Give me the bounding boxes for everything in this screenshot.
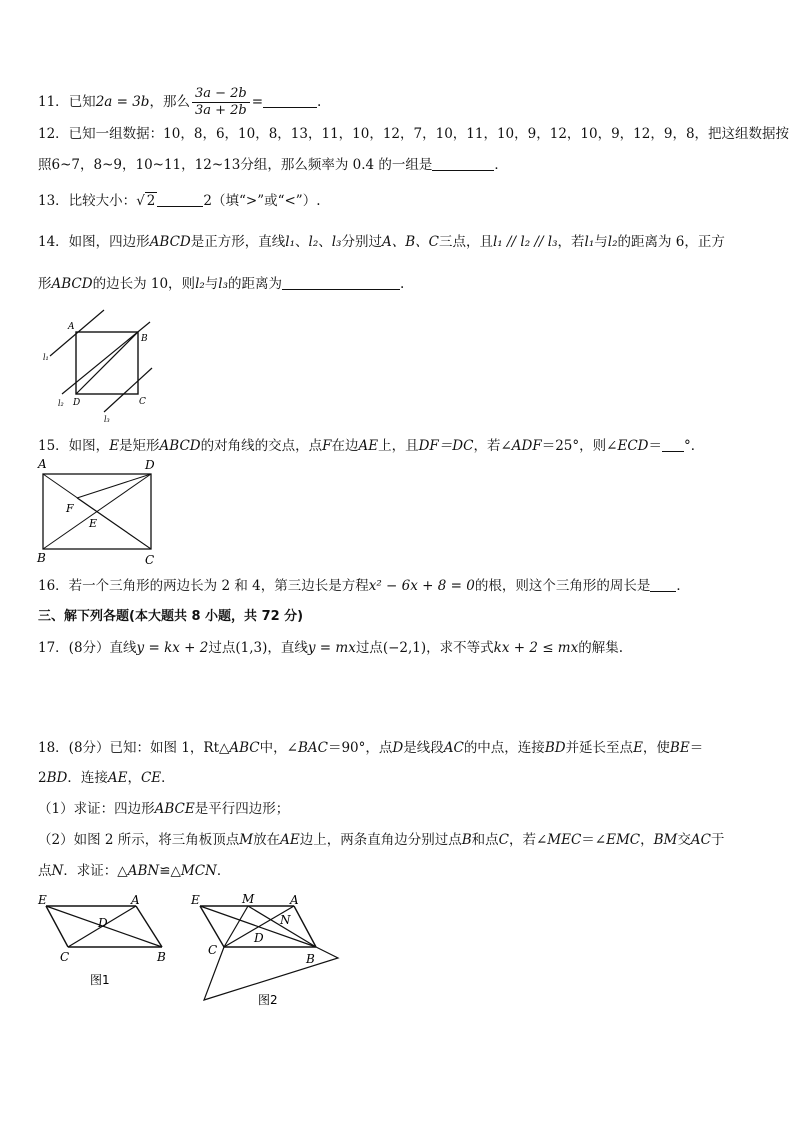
- label-C: C: [208, 943, 218, 957]
- line-l1: [50, 310, 104, 356]
- segment-mc: [224, 906, 248, 947]
- label-B: B: [37, 551, 46, 565]
- answer-blank-16[interactable]: [650, 577, 676, 592]
- segment-ec: [200, 906, 224, 947]
- label-D: D: [73, 398, 81, 408]
- question-12-line1: 12．已知一组数据：10，8，6，10，8，13，11，10，12，7，10，11，10，9，12，10，9，12，9，8，把这组数据按: [38, 126, 790, 142]
- label-E: E: [191, 893, 200, 907]
- question-11: 11．已知2a = 3b，那么 $\frac{3a - 2b}{3a + 2b}$ = .: [38, 86, 322, 118]
- label-A: A: [38, 457, 47, 471]
- question-14-line1: 14．如图，四边形ABCD是正方形，直线l₁、l₂、l₃分别过A、B、C三点，且l₁ // l₂ // l₃，若l₁与l₂的距离为 6，正方: [38, 234, 725, 250]
- question-18-line5: 点N．求证：△ABN≌△MCN．: [38, 863, 231, 879]
- question-15: 15．如图，E是矩形ABCD的对角线的交点，点F在边AE上，且DF＝DC，若∠ADF＝25°，则∠ECD＝ °．: [38, 438, 705, 454]
- question-18-part1: （1）求证：四边形ABCE是平行四边形；: [38, 801, 290, 817]
- question-13: 13．比较大小：√ 2 2（填“>”或“<”）.: [38, 193, 321, 209]
- answer-blank-14[interactable]: [282, 275, 400, 290]
- label-D: D: [254, 931, 264, 945]
- label-l2: l₂: [58, 399, 64, 408]
- label-l3: l₃: [104, 415, 110, 424]
- q11-equation: 2a = 3b: [95, 94, 150, 110]
- segment-df: [77, 474, 151, 498]
- segment-ab: [136, 906, 162, 947]
- answer-blank-13[interactable]: [157, 192, 203, 207]
- answer-blank-12[interactable]: [432, 156, 494, 171]
- section-3-heading: 三、解下列各题(本大题共 8 小题，共 72 分): [38, 609, 304, 624]
- answer-blank-15[interactable]: [662, 437, 684, 452]
- question-18-line1: 18．(8分）已知：如图 1，Rt△ABC中，∠BAC＝90°，点D是线段AC的中点，连接BD并延长至点E，使BE＝: [38, 740, 704, 756]
- question-17: 17．(8分）直线y = kx + 2过点(1,3)，直线y = mx过点(−2,1)，求不等式kx + 2 ≤ mx的解集.: [38, 640, 624, 656]
- diagonal-bd: [76, 332, 138, 394]
- label-A: A: [290, 893, 299, 907]
- label-E: E: [89, 517, 98, 530]
- label-B: B: [141, 334, 148, 344]
- label-B: B: [306, 952, 315, 966]
- label-D: D: [145, 458, 155, 472]
- label-B: B: [157, 950, 166, 964]
- question-14-line2: 形ABCD的边长为 10，则l₂与l₃的距离为 .: [38, 276, 405, 292]
- label-C: C: [139, 397, 146, 407]
- figure-14: [40, 308, 170, 423]
- caption-fig2: 图2: [258, 993, 278, 1007]
- label-C: C: [60, 950, 70, 964]
- q11-fraction: $\frac{3a - 2b}{3a + 2b}$: [192, 86, 250, 119]
- figure-15: [36, 456, 166, 568]
- label-A: A: [131, 893, 140, 907]
- caption-fig1: 图1: [90, 973, 110, 987]
- label-N: N: [280, 913, 291, 927]
- label-F: F: [66, 502, 74, 515]
- question-16: 16．若一个三角形的两边长为 2 和 4，第三边长是方程x² − 6x + 8 = 0的根，则这个三角形的周长是 ．: [38, 578, 690, 594]
- label-C: C: [145, 553, 155, 567]
- answer-blank-11[interactable]: [263, 93, 317, 108]
- label-l1: l₁: [43, 353, 49, 362]
- label-A: A: [68, 322, 75, 332]
- label-D: D: [98, 916, 108, 930]
- label-M: M: [242, 892, 255, 906]
- question-18-line2: 2BD．连接AE，CE．: [38, 770, 175, 786]
- figure-18-2: [186, 892, 346, 1012]
- question-18-part2: （2）如图 2 所示，将三角板顶点M放在AE边上，两条直角边分别过点B和点C，若∠MEC＝∠EMC，BM交AC于: [38, 832, 725, 848]
- question-12-line2: 照6~7，8~9，10~11，12~13分组，那么频率为 0.4 的一组是 ．: [38, 157, 508, 173]
- label-E: E: [38, 893, 47, 907]
- sqrt-2: √ 2: [136, 193, 156, 209]
- figure-18-1: [36, 892, 176, 992]
